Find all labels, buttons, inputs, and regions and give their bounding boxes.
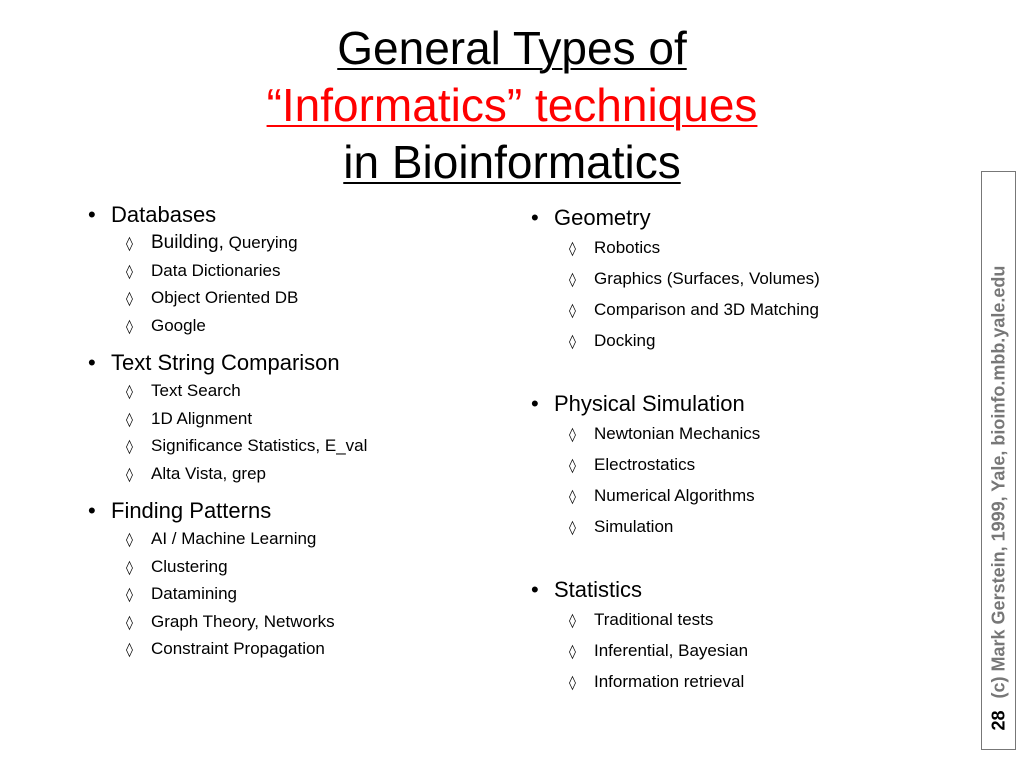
sub-item	[90, 433, 367, 461]
diamond-bullet-icon: ◊	[126, 559, 133, 576]
diamond-bullet-icon: ◊	[126, 614, 133, 631]
diamond-bullet-icon: ◊	[569, 458, 576, 474]
credit-line: (c) Mark Gerstein, 1999, Yale, bioinfo.mbb.yale.edu	[988, 265, 1008, 699]
sub-item	[90, 609, 367, 637]
bullet-dot: •	[88, 202, 96, 227]
diamond-bullet-icon: ◊	[126, 466, 133, 483]
bullet-dot: •	[88, 498, 96, 523]
left-column	[90, 200, 367, 664]
sub-item-label: Alta Vista, grep	[151, 463, 266, 483]
bullet-item	[90, 348, 367, 378]
sub-item-label: Datamining	[151, 584, 237, 603]
slide-title	[0, 20, 1024, 191]
sub-item	[90, 554, 367, 582]
sub-item	[90, 285, 367, 313]
sub-item-label: 1D Alignment	[151, 408, 253, 428]
sub-item-label: Comparison and 3D Matching	[594, 300, 819, 319]
diamond-bullet-icon: ◊	[126, 384, 133, 400]
bullet-label: Text String Comparison	[111, 350, 340, 375]
bullet-dot: •	[88, 350, 96, 375]
sub-item	[533, 636, 820, 667]
sub-item	[90, 461, 367, 489]
diamond-bullet-icon: ◊	[126, 291, 133, 307]
sub-item	[533, 326, 820, 357]
bullet-item	[533, 389, 820, 419]
sub-item-label: Data Dictionaries	[151, 260, 281, 280]
diamond-bullet-icon: ◊	[569, 644, 576, 660]
diamond-bullet-icon: ◊	[569, 427, 576, 443]
sub-item-label: Clustering	[151, 556, 228, 576]
diamond-bullet-icon: ◊	[126, 263, 133, 280]
sub-item	[90, 526, 367, 554]
sub-item	[90, 313, 367, 341]
diamond-bullet-icon: ◊	[569, 520, 576, 536]
diamond-bullet-icon: ◊	[569, 675, 576, 691]
sub-item-label: Graphics (Surfaces, Volumes)	[594, 269, 820, 288]
bullet-item	[533, 203, 820, 233]
diamond-bullet-icon: ◊	[569, 489, 576, 505]
bullet-item	[90, 200, 367, 230]
sub-item	[533, 295, 820, 326]
diamond-bullet-icon: ◊	[569, 334, 576, 350]
credit-sidebar	[981, 171, 1016, 750]
sub-item-label: Significance Statistics, E_val	[151, 436, 368, 455]
sub-item	[90, 406, 367, 434]
sub-item	[533, 419, 820, 450]
sub-item-label: Numerical Algorithms	[594, 486, 755, 505]
sub-item-label: Inferential, Bayesian	[594, 641, 749, 660]
title-line-1: General Types of	[337, 22, 687, 74]
diamond-bullet-icon: ◊	[126, 587, 133, 603]
sub-item	[90, 636, 367, 664]
bullet-label: Geometry	[554, 205, 651, 230]
sub-item-label: Newtonian Mechanics	[594, 424, 761, 443]
bullet-label: Finding Patterns	[111, 498, 272, 523]
sub-item-label: Robotics	[594, 238, 661, 257]
diamond-bullet-icon: ◊	[569, 303, 576, 319]
bullet-item	[533, 575, 820, 605]
sub-item-label: Electrostatics	[594, 455, 696, 474]
sub-item-label-emphasis: Building,	[151, 232, 224, 253]
sub-item	[533, 233, 820, 264]
sub-item-label: Building, Querying	[151, 232, 298, 253]
sub-item	[90, 378, 367, 406]
sub-item-label: Object Oriented DB	[151, 288, 299, 307]
bullet-label: Statistics	[554, 577, 643, 602]
sub-item-label: Text Search	[151, 381, 241, 400]
diamond-bullet-icon: ◊	[126, 411, 133, 428]
sub-item	[533, 264, 820, 295]
sub-item	[533, 450, 820, 481]
sub-item	[90, 258, 367, 286]
diamond-bullet-icon: ◊	[126, 532, 133, 548]
sub-item-label: AI / Machine Learning	[151, 529, 317, 548]
diamond-bullet-icon: ◊	[569, 272, 576, 288]
diamond-bullet-icon: ◊	[569, 241, 576, 257]
title-line-3: in Bioinformatics	[343, 136, 681, 188]
diamond-bullet-icon: ◊	[569, 613, 576, 629]
diamond-bullet-icon: ◊	[126, 642, 133, 658]
sub-item-label: Google	[151, 315, 206, 335]
sub-item-label: Simulation	[594, 517, 674, 536]
bullet-dot: •	[531, 577, 539, 602]
diamond-bullet-icon: ◊	[126, 439, 133, 455]
sub-item	[533, 512, 820, 543]
sub-item-label: Graph Theory, Networks	[151, 611, 335, 631]
diamond-bullet-icon: ◊	[126, 236, 133, 252]
bullet-dot: •	[531, 391, 539, 416]
title-line-2: “Informatics” techniques	[266, 79, 758, 131]
diamond-bullet-icon: ◊	[126, 318, 133, 335]
sub-item	[533, 481, 820, 512]
sub-item	[533, 667, 820, 698]
bullet-label: Databases	[111, 202, 217, 227]
sub-item	[90, 230, 367, 258]
sub-item	[533, 605, 820, 636]
sub-item-label: Information retrieval	[594, 672, 745, 691]
bullet-item	[90, 496, 367, 526]
right-column	[533, 203, 820, 698]
sub-item-label: Constraint Propagation	[151, 639, 325, 658]
sub-item	[90, 581, 367, 609]
bullet-dot: •	[531, 205, 539, 230]
page-number: 28	[988, 710, 1008, 731]
bullet-label: Physical Simulation	[554, 391, 745, 416]
sub-item-label: Docking	[594, 331, 656, 350]
sub-item-label: Traditional tests	[594, 610, 714, 629]
